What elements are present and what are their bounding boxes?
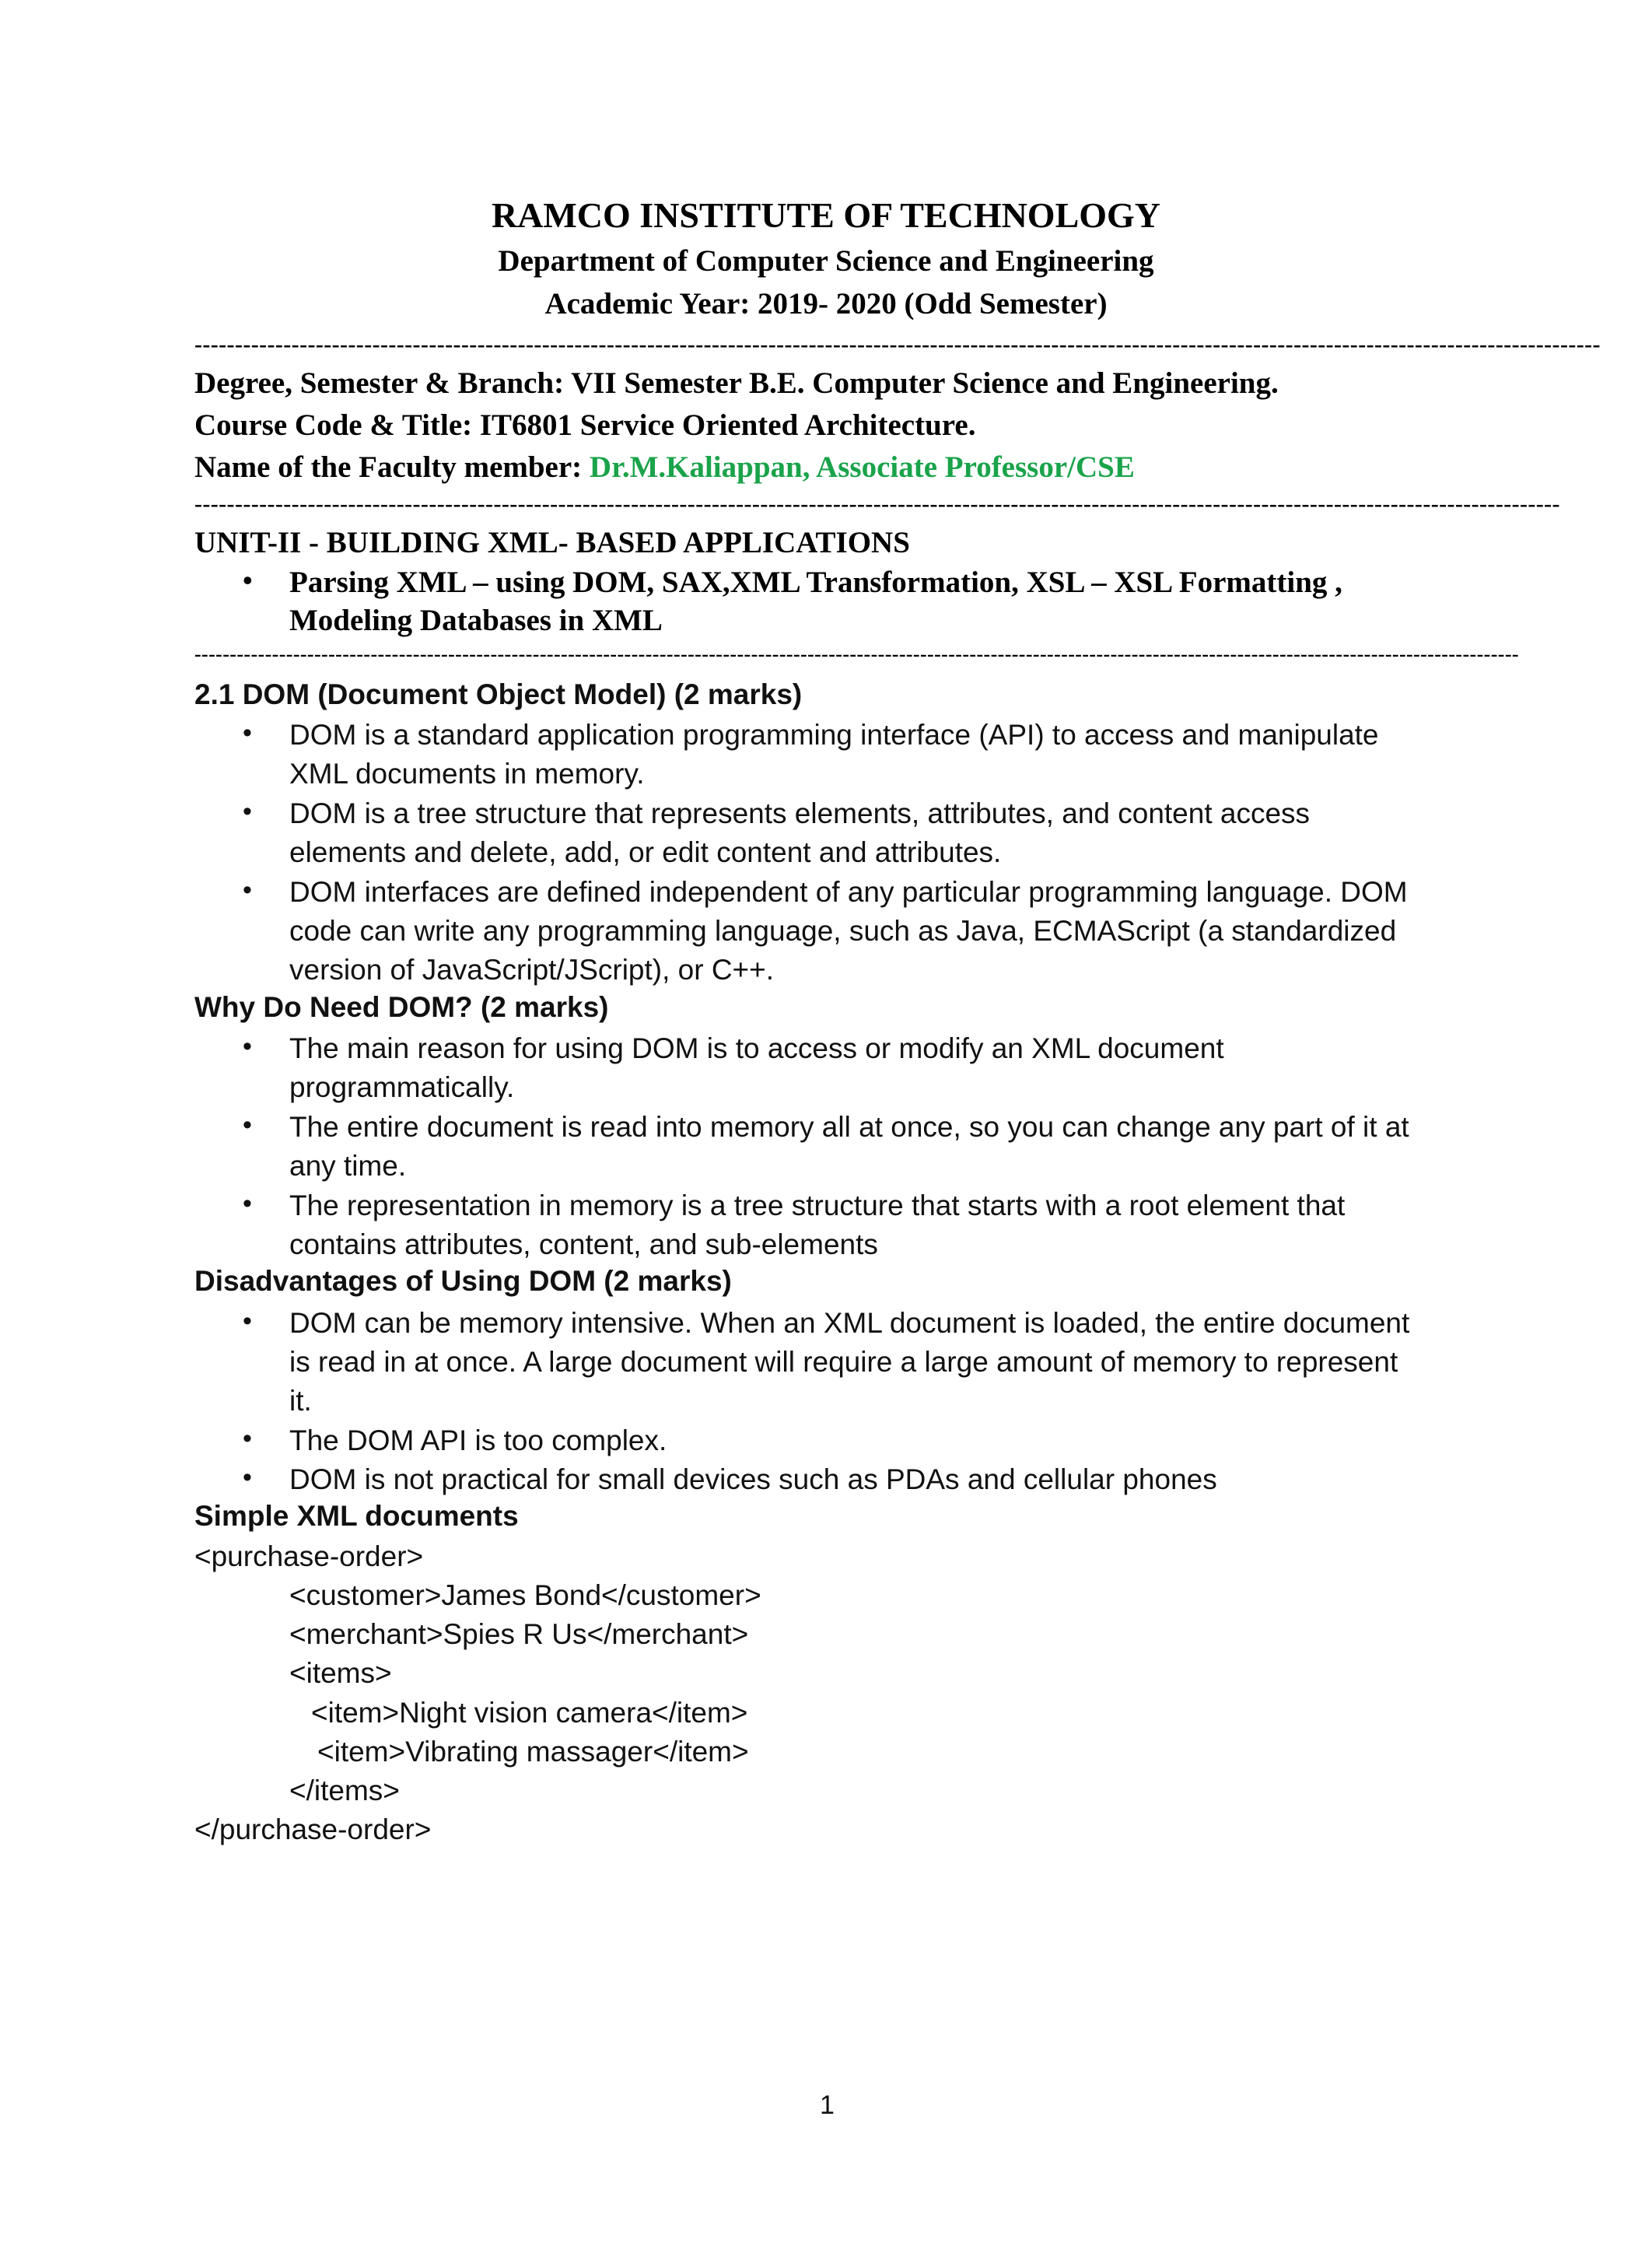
- list-item: DOM is a tree structure that represents elements, attributes, and content access: [289, 797, 1311, 829]
- code-line: <customer>James Bond</customer>: [289, 1579, 761, 1611]
- code-line: <item>Night vision camera</item>: [311, 1697, 748, 1729]
- code-line: </items>: [289, 1775, 400, 1806]
- list-item: programmatically.: [289, 1071, 515, 1103]
- list-item: DOM is not practical for small devices such as PDAs and cellular phones: [289, 1463, 1217, 1495]
- code-line: </purchase-order>: [194, 1813, 432, 1845]
- list-item: any time.: [289, 1150, 407, 1182]
- list-item: DOM can be memory intensive. When an XML document is loaded, the entire document: [289, 1307, 1410, 1339]
- separator-line: ------------------------------------------------------------------------------------------------------------------------------------------------------------------------------: [194, 331, 1601, 357]
- course-line: Course Code & Title: IT6801 Service Oriented Architecture.: [194, 408, 976, 442]
- code-line: <purchase-order>: [194, 1540, 424, 1572]
- list-item: elements and delete, add, or edit content and attributes.: [289, 836, 1002, 868]
- code-line: <item>Vibrating massager</item>: [317, 1736, 749, 1768]
- page-number: 1: [820, 2090, 835, 2120]
- section-heading-why: Why Do Need DOM? (2 marks): [194, 991, 609, 1023]
- bullet-icon: •: [243, 1306, 252, 1336]
- list-item: DOM interfaces are defined independent of any particular programming language. DOM: [289, 876, 1408, 908]
- list-item: code can write any programming language, such as Java, ECMAScript (a standardized: [289, 915, 1397, 947]
- list-item: DOM is a standard application programming interface (API) to access and manipulate: [289, 719, 1379, 751]
- bullet-icon: •: [243, 1110, 252, 1140]
- section-heading-disadvantages: Disadvantages of Using DOM (2 marks): [194, 1265, 732, 1297]
- bullet-icon: •: [243, 1189, 252, 1218]
- list-item: version of JavaScript/JScript), or C++.: [289, 954, 775, 986]
- bullet-icon: •: [243, 1463, 252, 1492]
- faculty-name: Dr.M.Kaliappan, Associate Professor/CSE: [589, 450, 1135, 484]
- institute-title: RAMCO INSTITUTE OF TECHNOLOGY: [491, 195, 1161, 235]
- list-item: contains attributes, content, and sub-elements: [289, 1228, 878, 1260]
- list-item: XML documents in memory.: [289, 758, 645, 790]
- bullet-icon: •: [243, 1424, 252, 1453]
- list-item: The main reason for using DOM is to access or modify an XML document: [289, 1032, 1224, 1064]
- bullet-icon: •: [243, 565, 253, 596]
- code-line: <merchant>Spies R Us</merchant>: [289, 1618, 749, 1650]
- separator-line: -------------------------------------------------------------------------------------------------------------------------------------------------------------------------: [194, 491, 1560, 517]
- bullet-icon: •: [243, 1032, 252, 1061]
- bullet-icon: •: [243, 875, 252, 905]
- faculty-label: Name of the Faculty member:: [194, 450, 590, 484]
- list-item: it.: [289, 1385, 312, 1417]
- list-item: is read in at once. A large document will require a large amount of memory to represent: [289, 1346, 1398, 1378]
- section-heading-dom: 2.1 DOM (Document Object Model) (2 marks): [194, 678, 803, 710]
- faculty-line: [194, 450, 1135, 485]
- list-item: The DOM API is too complex.: [289, 1424, 667, 1456]
- department-name: Department of Computer Science and Engineering: [498, 244, 1154, 278]
- code-line: <items>: [289, 1657, 392, 1689]
- list-item: The representation in memory is a tree structure that starts with a root element that: [289, 1190, 1346, 1221]
- list-item: The entire document is read into memory all at once, so you can change any part of it at: [289, 1111, 1409, 1143]
- section-heading-xml-example: Simple XML documents: [194, 1500, 519, 1532]
- separator-line: --------------------------------------------------------------------------------------------------------------------------------------------------------------------------------------------: [194, 643, 1519, 665]
- degree-line: Degree, Semester & Branch: VII Semester B.E. Computer Science and Engineering.: [194, 366, 1279, 400]
- unit-title: UNIT-II - BUILDING XML- BASED APPLICATIONS: [194, 526, 910, 559]
- unit-topics-line: Modeling Databases in XML: [289, 604, 663, 637]
- unit-topics-line: Parsing XML – using DOM, SAX,XML Transformation, XSL – XSL Formatting ,: [289, 566, 1342, 599]
- bullet-icon: •: [243, 797, 252, 826]
- academic-year: Academic Year: 2019- 2020 (Odd Semester): [544, 287, 1108, 321]
- bullet-icon: •: [243, 718, 252, 748]
